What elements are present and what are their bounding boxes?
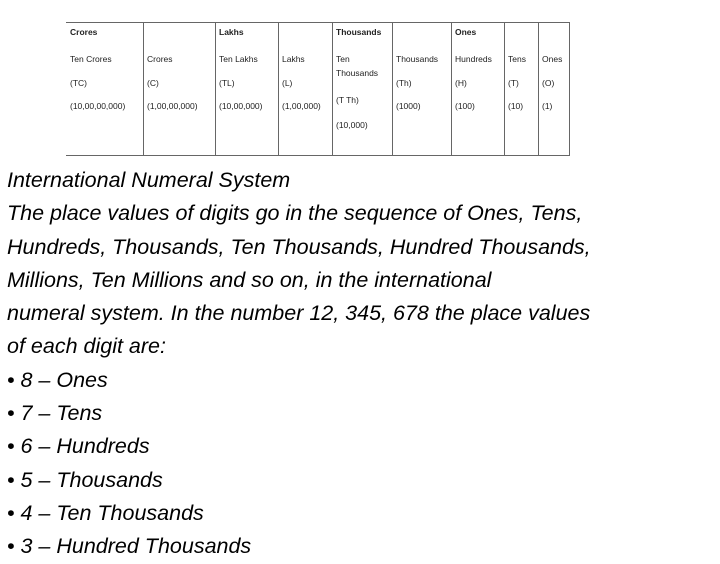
column-name: Lakhs [282,54,305,64]
paragraph-line: Hundreds, Thousands, Ten Thousands, Hundred Thousands, [7,234,591,259]
column-value: (1,00,000) [282,101,321,111]
bullet-item: • 5 – Thousands [7,467,163,492]
column-abbr: (TC) [70,78,87,88]
column-value: (1,00,00,000) [147,101,198,111]
table-right-border [569,22,570,156]
column-divider [504,22,505,156]
bullet-item: • 8 – Ones [7,367,108,392]
column-abbr: (T) [508,78,519,88]
column-value: (1000) [396,101,421,111]
group-heading-ones: Ones [455,27,477,37]
bullet-item: • 7 – Tens [7,401,103,426]
column-value: (100) [455,101,475,111]
group-heading-lakhs: Lakhs [219,27,244,37]
column-abbr: (H) [455,78,467,88]
column-divider [538,22,539,156]
column-abbr: (C) [147,78,159,88]
column-name: Ones [542,54,563,64]
column-divider [392,22,393,156]
column-name: Ten [336,54,350,64]
bullet-item: • 6 – Hundreds [7,434,150,459]
column-name: Ten Lakhs [219,54,258,64]
bullet-item: • 4 – Ten Thousands [7,500,204,525]
paragraph-line: numeral system. In the number 12, 345, 678 the place values [7,301,591,326]
column-abbr: (O) [542,78,555,88]
paragraph-line: Millions, Ten Millions and so on, in the international [7,267,492,292]
group-heading-crores: Crores [70,27,98,37]
column-abbr: (L) [282,78,293,88]
column-abbr: (Th) [396,78,412,88]
table-bottom-border [66,155,570,156]
column-name: Crores [147,54,173,64]
column-name: Ten Crores [70,54,112,64]
column-value: (10) [508,101,524,111]
group-heading-thousands: Thousands [336,27,382,37]
group-divider [451,22,452,156]
column-abbr: (TL) [219,78,235,88]
column-abbr: (T Th) [336,95,359,105]
column-value: (10,00,00,000) [70,101,126,111]
paragraph-line: The place values of digits go in the sequence of Ones, Tens, [7,201,583,226]
paragraph-line: of each digit are: [7,334,166,359]
body-text [7,164,719,559]
group-divider [332,22,333,156]
column-name: Thousands [396,54,439,64]
place-value-table [66,22,570,156]
column-value: (1) [542,101,553,111]
group-divider [215,22,216,156]
column-name: Hundreds [455,54,492,64]
column-name: Thousands [336,68,379,78]
column-name: Tens [508,54,526,64]
column-value: (10,000) [336,120,368,130]
bullet-item: • 3 – Hundred Thousands [7,534,252,559]
table-top-border [66,22,570,23]
column-divider [278,22,279,156]
column-divider [143,22,144,156]
section-heading: International Numeral System [7,168,291,192]
column-value: (10,00,000) [219,101,263,111]
